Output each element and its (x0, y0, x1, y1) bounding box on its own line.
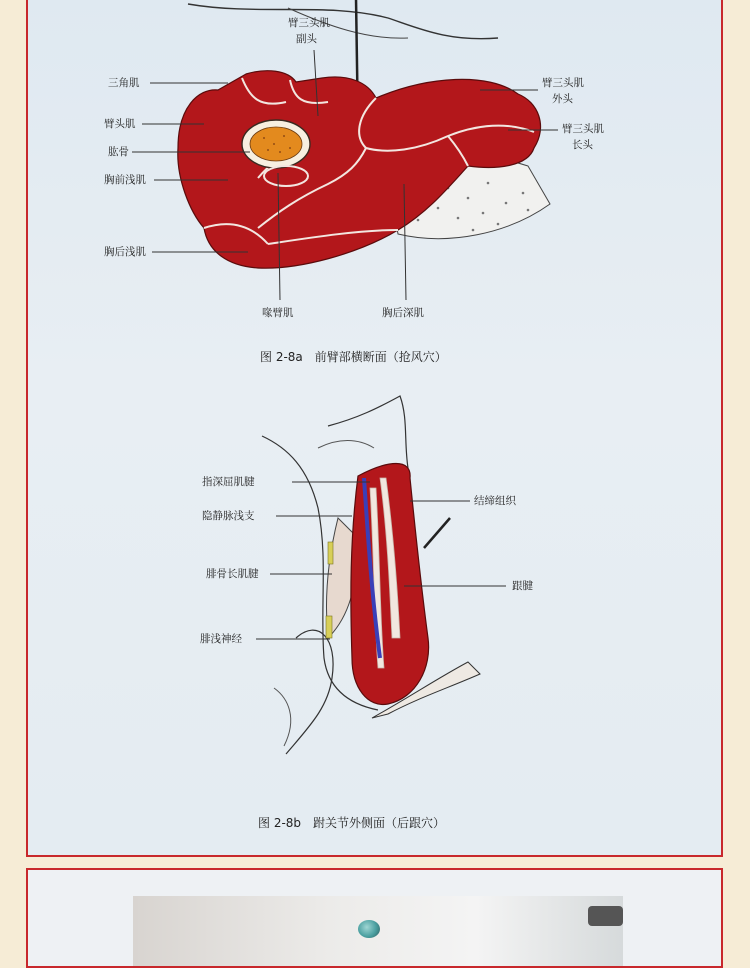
label-deltoid: 三角肌 (108, 77, 140, 89)
label-superficial-peroneal-nerve: 腓浅神经 (200, 633, 242, 645)
label-humerus: 肱骨 (108, 146, 129, 158)
figure-a-drawing (132, 0, 558, 300)
nerve-lower (326, 616, 332, 638)
label-brachiocephalic: 臂头肌 (104, 118, 136, 130)
label-coracobrachialis: 喙臂肌 (262, 307, 294, 319)
label-triceps-accessory-2: 副头 (296, 33, 317, 45)
photo-panel (26, 868, 723, 968)
humerus-marrow (250, 127, 302, 161)
label-achilles-tendon: 跟腱 (512, 580, 533, 592)
figure-b-drawing (256, 396, 506, 754)
label-superficial-pectoral: 胸前浅肌 (104, 174, 146, 186)
label-deep-pectoral: 胸后深肌 (382, 307, 424, 319)
label-triceps-lateral-2: 外头 (552, 93, 573, 105)
caption-figure-a: 图 2-8a 前臂部横断面（抢风穴） (260, 350, 447, 364)
needle-b (424, 518, 450, 548)
photo-dark-region (588, 906, 623, 926)
label-triceps-accessory-1: 臂三头肌 (288, 17, 330, 29)
label-triceps-lateral-1: 臂三头肌 (542, 77, 584, 89)
label-deep-digital-flexor: 指深屈肌腱 (202, 476, 255, 488)
label-saphenous-vein: 隐静脉浅支 (202, 510, 255, 522)
photo-image (133, 896, 623, 968)
label-triceps-long-2: 长头 (572, 139, 593, 151)
photo-eye (358, 920, 380, 938)
label-connective-tissue: 结缔组织 (474, 495, 516, 507)
label-long-peroneal: 腓骨长肌腱 (206, 568, 259, 580)
label-triceps-long-1: 臂三头肌 (562, 123, 604, 135)
nerve-upper (328, 542, 333, 564)
caption-figure-b: 图 2-8b 跗关节外侧面（后跟穴） (258, 816, 446, 830)
figure-panel (26, 0, 723, 857)
label-posterior-pectoral: 胸后浅肌 (104, 246, 146, 258)
